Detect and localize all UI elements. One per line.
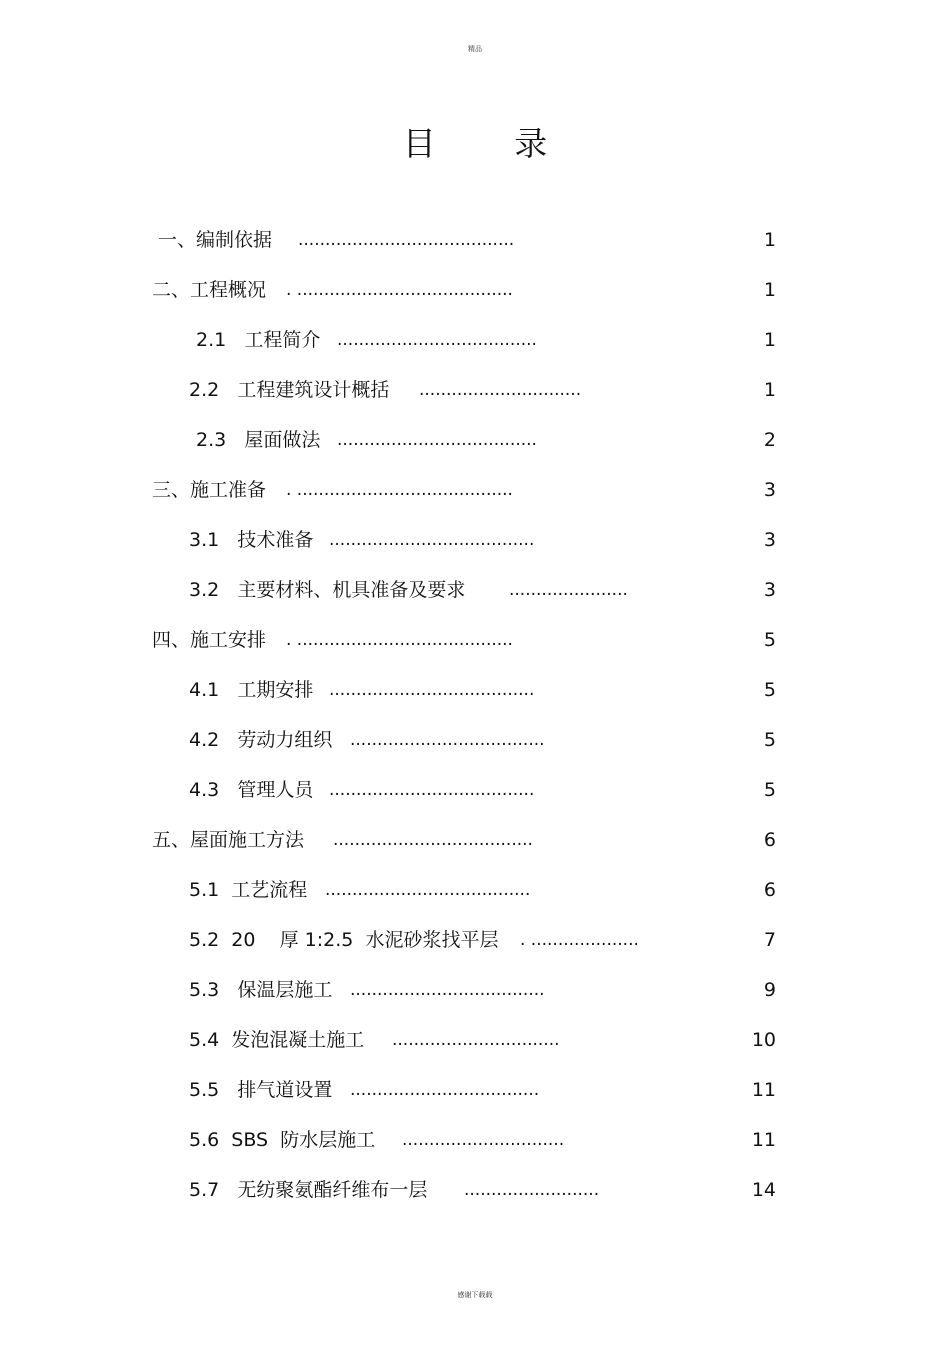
toc-entry-page: 3: [763, 579, 776, 601]
toc-entry-label: 5.1 工艺流程: [189, 879, 308, 901]
toc-leader-dots: .....................................: [337, 430, 537, 450]
toc-entry-page: 11: [751, 1079, 776, 1101]
toc-entry-label: 4.1 工期安排: [189, 679, 314, 701]
toc-entry[interactable]: [0, 822, 950, 872]
toc-entry-page: 1: [763, 329, 776, 351]
toc-entry-page: 5: [763, 779, 776, 801]
toc-entry-page: 10: [751, 1029, 776, 1051]
page-footer: 感谢下载载: [457, 1291, 493, 1299]
toc-entry[interactable]: [0, 222, 950, 272]
toc-entry-label: 4.2 劳动力组织: [189, 729, 333, 751]
toc-leader-dots: ......................................: [329, 780, 535, 800]
toc-leader-dots: ..............................: [402, 1130, 565, 1150]
toc-entry[interactable]: [0, 922, 950, 972]
toc-entry-page: 11: [751, 1129, 776, 1151]
toc-entry-label: 5.2 20 厚 1:2.5 水泥砂浆找平层: [189, 929, 499, 951]
toc-entry[interactable]: [0, 622, 950, 672]
toc-leader-dots: ...............................: [392, 1030, 560, 1050]
toc-entry[interactable]: [0, 772, 950, 822]
toc-entry[interactable]: [0, 1172, 950, 1222]
toc-entry-label: 5.3 保温层施工: [189, 979, 333, 1001]
toc-entry-page: 9: [763, 979, 776, 1001]
toc-entry[interactable]: [0, 372, 950, 422]
toc-entry[interactable]: [0, 1072, 950, 1122]
toc-leader-dots: . ........................................: [286, 630, 513, 650]
toc-entry-page: 5: [763, 679, 776, 701]
toc-entry-page: 5: [763, 729, 776, 751]
toc-entry-label: 5.5 排气道设置: [189, 1079, 333, 1101]
toc-entry[interactable]: [0, 422, 950, 472]
toc-entry-label: 4.3 管理人员: [189, 779, 314, 801]
toc-entry[interactable]: [0, 272, 950, 322]
page-title: 目 录: [402, 124, 582, 163]
toc-leader-dots: . ........................................: [286, 480, 513, 500]
toc-leader-dots: .....................................: [337, 330, 537, 350]
toc-entry-label: 2.2 工程建筑设计概括: [189, 379, 390, 401]
toc-leader-dots: ...................................: [350, 1080, 540, 1100]
toc-entry[interactable]: [0, 522, 950, 572]
toc-entry-page: 2: [763, 429, 776, 451]
toc-entry[interactable]: [0, 1022, 950, 1072]
toc-entry-page: 6: [763, 879, 776, 901]
toc-entry-label: 5.6 SBS 防水层施工: [189, 1129, 376, 1151]
toc-entry[interactable]: [0, 972, 950, 1022]
toc-entry-label: 二、工程概况: [152, 279, 267, 301]
toc-entry-page: 3: [763, 479, 776, 501]
toc-entry-page: 14: [751, 1179, 776, 1201]
toc-leader-dots: ......................................: [329, 680, 535, 700]
toc-entry[interactable]: [0, 572, 950, 622]
toc-leader-dots: ......................: [509, 580, 628, 600]
toc-entry[interactable]: [0, 1122, 950, 1172]
toc-entry[interactable]: [0, 722, 950, 772]
table-of-contents: [0, 222, 950, 1222]
toc-entry-page: 6: [763, 829, 776, 851]
toc-entry-page: 1: [763, 279, 776, 301]
toc-leader-dots: .....................................: [333, 830, 533, 850]
toc-leader-dots: ..............................: [419, 380, 582, 400]
toc-entry-label: 四、施工安排: [152, 629, 267, 651]
toc-entry-label: 5.4 发泡混凝土施工: [189, 1029, 365, 1051]
toc-entry-page: 1: [763, 229, 776, 251]
toc-leader-dots: ....................................: [350, 980, 545, 1000]
toc-entry-page: 7: [763, 929, 776, 951]
toc-entry[interactable]: [0, 672, 950, 722]
toc-leader-dots: ....................................: [350, 730, 545, 750]
toc-leader-dots: ......................................: [329, 530, 535, 550]
toc-leader-dots: . ........................................: [286, 280, 513, 300]
toc-entry-label: 5.7 无纺聚氨酯纤维布一层: [189, 1179, 428, 1201]
toc-entry[interactable]: [0, 322, 950, 372]
toc-entry[interactable]: [0, 872, 950, 922]
toc-entry-label: 3.1 技术准备: [189, 529, 314, 551]
toc-entry[interactable]: [0, 472, 950, 522]
toc-entry-label: 2.3 屋面做法: [196, 429, 321, 451]
toc-leader-dots: . ....................: [520, 930, 639, 950]
toc-entry-label: 2.1 工程简介: [196, 329, 321, 351]
toc-entry-page: 3: [763, 529, 776, 551]
toc-entry-label: 五、屋面施工方法: [152, 829, 305, 851]
toc-entry-label: 一、编制依据: [158, 229, 273, 251]
toc-leader-dots: ......................................: [325, 880, 531, 900]
toc-entry-label: 三、施工准备: [152, 479, 267, 501]
toc-entry-page: 5: [763, 629, 776, 651]
page-header: 精品: [468, 45, 482, 53]
toc-entry-page: 1: [763, 379, 776, 401]
toc-entry-label: 3.2 主要材料、机具准备及要求: [189, 579, 466, 601]
toc-leader-dots: .........................: [464, 1180, 600, 1200]
toc-leader-dots: ........................................: [298, 230, 515, 250]
